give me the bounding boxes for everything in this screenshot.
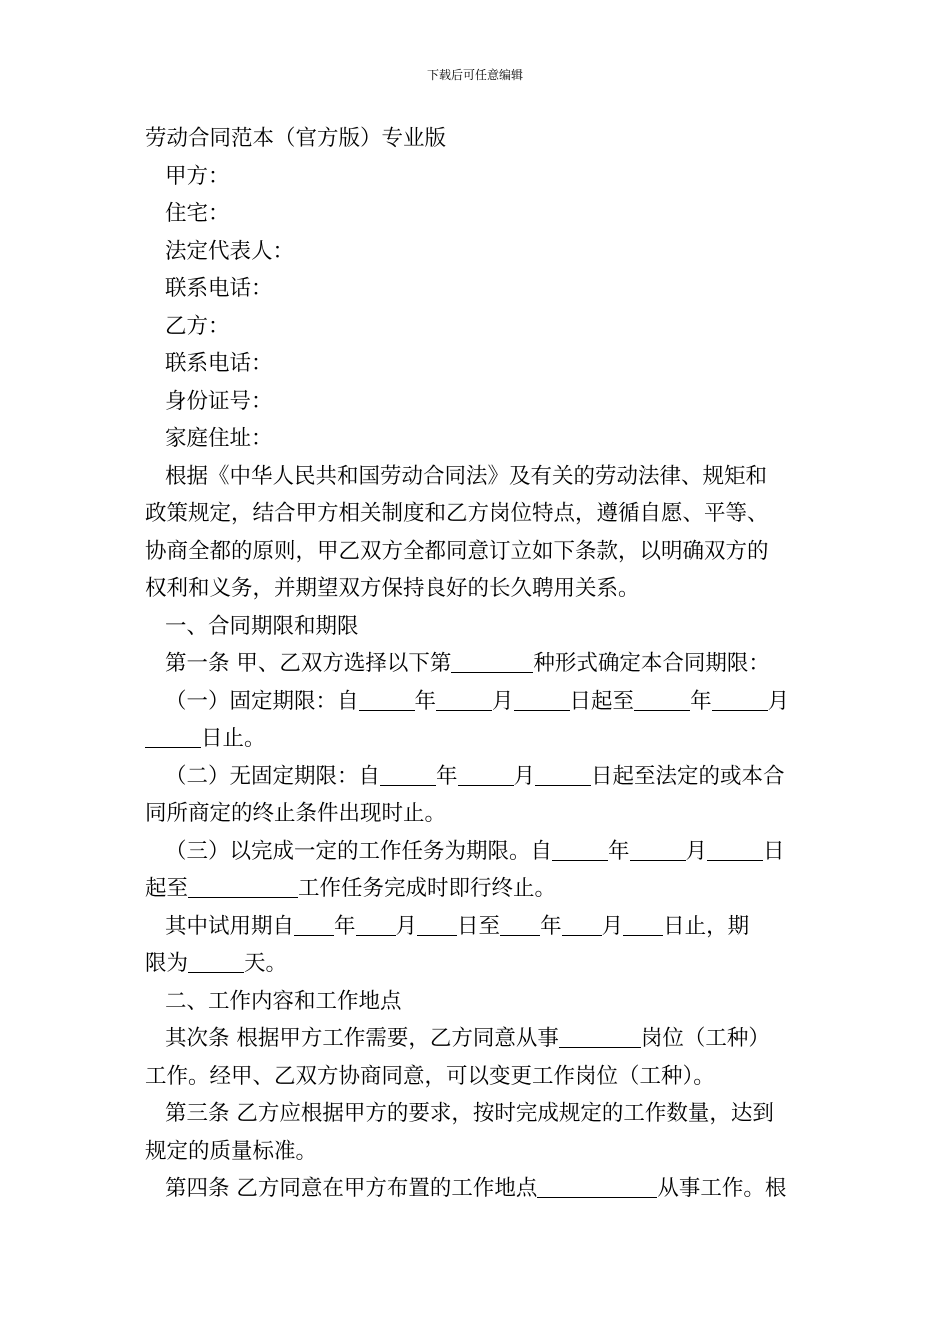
field-party-b: 乙方：: [165, 313, 230, 339]
article-1: 第一条 甲、乙双方选择以下第 种形式确定本合同期限：: [165, 651, 770, 676]
blank-line: [537, 1178, 657, 1198]
blank-line: [188, 878, 298, 898]
blank-line: [145, 728, 201, 748]
blank-line: [707, 841, 763, 861]
preamble-line: 协商全都的原则，甲乙双方全都同意订立如下条款，以明确双方的: [145, 538, 769, 564]
blank-line: [380, 766, 436, 786]
trial-period: 其中试用期自 年 月 日至 年 月 日止，期: [165, 913, 750, 939]
article-3-cont: 规定的质量标准。: [145, 1138, 318, 1164]
blank-line: [712, 691, 768, 711]
preamble-line: 政策规定，结合甲方相关制度和乙方岗位特点，遵循自愿、平等、: [145, 501, 769, 526]
blank-line: [188, 953, 244, 973]
field-party-a: 甲方：: [165, 163, 230, 189]
field-home-address: 家庭住址：: [165, 426, 273, 451]
option-task-term: （三）以完成一定的工作任务为期限。自 年 月 日: [165, 838, 785, 864]
blank-line: [359, 691, 415, 711]
preamble-line: 权利和义务，并期望双方保持良好的长久聘用关系。: [145, 576, 640, 601]
trial-period-cont: 限为 天。: [145, 951, 288, 976]
blank-line: [514, 691, 570, 711]
field-phone-a: 联系电话：: [165, 276, 273, 301]
field-residence: 住宅：: [165, 201, 230, 226]
field-id-number: 身份证号：: [165, 388, 273, 414]
option-fixed-term: （一）固定期限：自 年 月 日起至 年 月: [165, 688, 790, 714]
blank-line: [458, 766, 514, 786]
blank-line: [623, 916, 663, 936]
article-2-cont: 工作。经甲、乙双方协商同意，可以变更工作岗位（工种）。: [145, 1063, 715, 1089]
preamble-line: 根据《中华人民共和国劳动合同法》及有关的劳动法律、规矩和: [165, 463, 768, 489]
blank-line: [535, 766, 591, 786]
blank-line: [451, 653, 533, 673]
article-2: 其次条 根据甲方工作需要，乙方同意从事 岗位（工种）: [165, 1026, 770, 1051]
blank-line: [356, 916, 396, 936]
blank-line: [630, 841, 686, 861]
blank-line: [552, 841, 608, 861]
section-heading-term: 一、合同期限和期限: [165, 613, 359, 639]
blank-line: [417, 916, 457, 936]
contract-body: [145, 120, 810, 1208]
field-legal-representative: 法定代表人：: [165, 238, 295, 264]
article-3: 第三条 乙方应根据甲方的要求，按时完成规定的工作数量，达到: [165, 1101, 774, 1126]
article-4: 第四条 乙方同意在甲方布置的工作地点 从事工作。根: [165, 1176, 787, 1201]
blank-line: [294, 916, 334, 936]
section-heading-work: 二、工作内容和工作地点: [165, 988, 402, 1014]
field-phone-b: 联系电话：: [165, 351, 273, 376]
page-header: 下载后可任意编辑: [426, 68, 523, 82]
option-open-term-cont: 同所商定的终止条件出现时止。: [145, 801, 447, 826]
option-task-term-cont: 起至 工作任务完成时即行终止。: [145, 876, 557, 901]
option-open-term: （二）无固定期限：自 年 月 日起至法定的或本合: [165, 763, 785, 789]
option-fixed-term-cont: 日止。: [145, 720, 810, 758]
blank-line: [500, 916, 540, 936]
blank-line: [634, 691, 690, 711]
blank-line: [562, 916, 602, 936]
document-title: 劳动合同范本（官方版）专业版: [145, 126, 447, 151]
blank-line: [559, 1028, 641, 1048]
blank-line: [436, 691, 492, 711]
